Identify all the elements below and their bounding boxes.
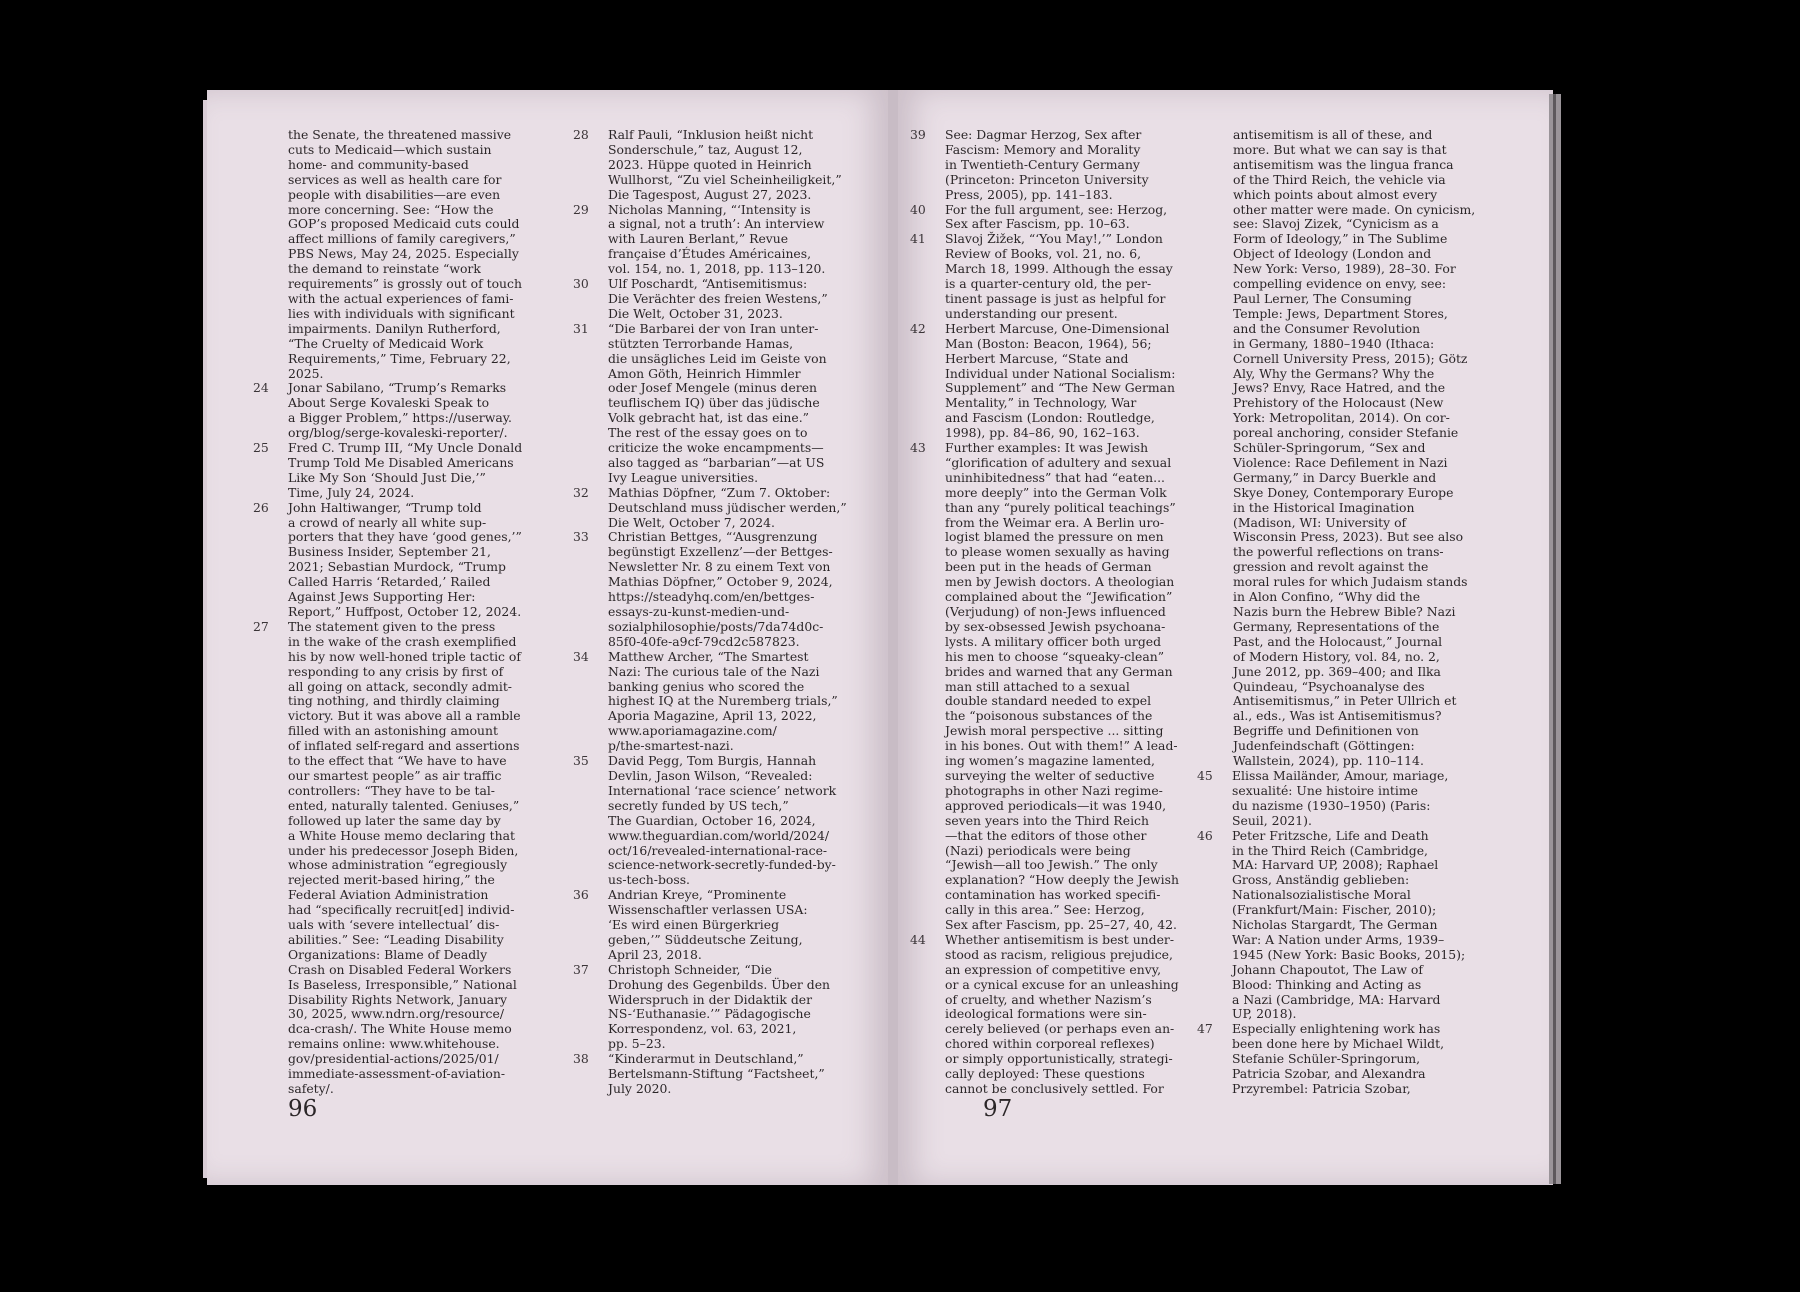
footnote-number: 40 [910, 201, 926, 217]
footnote-number: 46 [1197, 827, 1213, 843]
footnote-number: 45 [1197, 767, 1213, 783]
footnote-number: 44 [910, 931, 926, 947]
footnote [910, 203, 1225, 233]
footnote-number: 35 [573, 753, 589, 769]
footnote [253, 441, 563, 501]
footnote-text: Slavoj Žižek, “‘You May!,’” London Review of Books, vol. 21, no. 6, March 18, 1999. Although the essay is a quarter-century old, the per- tinent passage is just as helpful for understanding our present. [945, 231, 1173, 321]
footnote-text: Andrian Kreye, “Prominente Wissenschaftler verlassen USA: ‘Es wird einen Bürgerkrieg geben,’” Süddeutsche Zeitung, April 23, 2018. [608, 887, 808, 962]
footnote-text: Elissa Mailänder, Amour, mariage, sexualité: Une histoire intime du nazisme (1930–1950) (Paris: Seuil, 2021). [1232, 767, 1449, 828]
footnote [573, 277, 858, 322]
footnote [253, 381, 563, 441]
footnote-number: 32 [573, 484, 589, 500]
footnote-text: Mathias Döpfner, “Zum 7. Oktober: Deutschland muss jüdischer werden,” Die Welt, October 7, 2024. [608, 484, 847, 530]
footnote [910, 441, 1225, 933]
right-page-edge-shadow [1553, 94, 1556, 1184]
footnote-text: For the full argument, see: Herzog, Sex after Fascism, pp. 10–63. [945, 201, 1168, 232]
footnote [253, 501, 563, 620]
footnote-text: “Die Barbarei der von Iran unter- stützten Terrorbande Hamas, die unsägliches Leid im Geiste von Amon Göth, Heinrich Himmler oder Josef Mengele (minus deren teuflischem IQ) über das jüdische Volk gebracht hat, ist das eine.” The rest of the essay goes on to criticize the woke encampments— also tagged as “barbarian”—at US Ivy League universities. [608, 320, 827, 485]
footnote-number: 43 [910, 440, 926, 456]
footnote-text: Matthew Archer, “The Smartest Nazi: The curious tale of the Nazi banking genius who scored the highest IQ at the Nuremberg trials,” Aporia Magazine, April 13, 2022, www.aporiamagazine.com/ p/the-smartest-nazi. [608, 648, 838, 754]
footnote-number: 34 [573, 648, 589, 664]
left-column-1 [253, 127, 563, 1097]
footnote-list [910, 127, 1225, 1097]
footnote-list [253, 380, 563, 1097]
footnote-text: Jonar Sabilano, “Trump’s Remarks About Serge Kovaleski Speak to a Bigger Problem,” https://userway. org/blog/serge-kovaleski-reporter/. [288, 380, 512, 441]
footnote-list [1197, 767, 1513, 1097]
footnote [573, 888, 858, 963]
footnote [573, 486, 858, 531]
footnote-number: 28 [573, 127, 589, 142]
page-number: 97 [983, 1096, 1013, 1122]
footnote-number: 37 [573, 961, 589, 977]
footnote-text: Whether antisemitism is best under- stood as racism, religious prejudice, an expression of competitive envy, or a cynical excuse for an unleashing of cruelty, and whether Nazism’s ideological formations were sin- cerely believed (or perhaps even an- chored within corporeal reflexes) or simply opportunistically, strategi- cally deployed: These questions cannot be conclusively settled. For [945, 931, 1179, 1096]
footnote-number: 29 [573, 201, 589, 217]
footnote-text: Herbert Marcuse, One-Dimensional Man (Boston: Beacon, 1964), 56; Herbert Marcuse, “State and Individual under National Socialism: Supplement” and “The New German Mentality,” in Technology, War and Fascism (London: Routledge, 1998), pp. 84–86, 90, 162–163. [945, 320, 1176, 441]
footnote-text: Peter Fritzsche, Life and Death in the Third Reich (Cambridge, MA: Harvard UP, 2008); Raphael Gross, Anständig geblieben: Nationalsozialistische Moral (Frankfurt/Main: Fischer, 2010); Nicholas Stargardt, The German War: A Nation under Arms, 1939– 1945 (New York: Basic Books, 2015); Johann Chapoutot, The Law of Blood: Thinking and Acting as a Nazi (Cambridge, MA: Harvard UP, 2018). [1232, 827, 1466, 1022]
footnote-number: 30 [573, 276, 589, 292]
note-continuation: the Senate, the threatened massive cuts to Medicaid—which sustain home- and community-based services as well as health care for people with disabilities—are even more concerning. See: “How the GOP’s proposed Medicaid cuts could affect millions of family caregivers,” PBS News, May 24, 2025. Especially the demand to reinstate “work requirements” is grossly out of touch with the actual experiences of fami- lies with individuals with significant impairments. Danilyn Rutherford, “The Cruelty of Medicaid Work Requirements,” Time, February 22, 2025. [288, 127, 522, 381]
footnote [573, 322, 858, 486]
footnote-list [573, 128, 858, 1097]
book-gutter [888, 90, 898, 1185]
footnote [1197, 769, 1513, 829]
footnote-number: 26 [253, 499, 269, 515]
footnote [573, 754, 858, 888]
footnote-text: Further examples: It was Jewish “glorification of adultery and sexual uninhibitedness” that had “eaten... more deeply” into the German Volk than any “purely political teachings” from the Weimar era. A Berlin uro- logist blamed the pressure on men to please women sexually as having been put in the heads of German men by Jewish doctors. A theologian complained about the “Jewification” (Verjudung) of non-Jews influenced by sex-obsessed Jewish psychoana- lysts. A military officer both urged his men to choose “squeaky-clean” brides and warned that any German man still attached to a sexual double standard needed to expel the “poisonous substances of the Jewish moral perspective ... sitting in his bones. Out with them!” A lead- ing women’s magazine lamented, surveying the welter of seductive photographs in other Nazi regime- approved periodicals—it was 1940, seven years into the Third Reich —that the editors of those other (Nazi) periodicals were being “Jewish—all too Jewish.” The only explanation? “How deeply the Jewish contamination has worked specifi- cally in this area.” See: Herzog, Sex after Fascism, pp. 25–27, 40, 42. [945, 440, 1179, 933]
footnote [910, 322, 1225, 441]
footnote-text: Especially enlightening work has been done here by Michael Wildt, Stefanie Schüler-Springorum, Patricia Szobar, and Alexandra Przyrembel: Patricia Szobar, [1232, 1021, 1445, 1096]
footnote [910, 232, 1225, 321]
footnote [1197, 829, 1513, 1023]
footnote-text: “Kinderarmut in Deutschland,” Bertelsmann-Stiftung “Factsheet,” July 2020. [608, 1051, 825, 1096]
footnote [573, 530, 858, 649]
footnote-number: 31 [573, 320, 589, 336]
footnote-number: 42 [910, 320, 926, 336]
footnote [253, 620, 563, 1097]
page-number: 96 [288, 1096, 318, 1122]
footnote-number: 24 [253, 380, 269, 396]
footnote-text: Nicholas Manning, “‘Intensity is a signal, not a truth’: An interview with Lauren Berlant,” Revue française d’Études Américaines, vol. 154, no. 1, 2018, pp. 113–120. [608, 201, 826, 277]
footnote [573, 203, 858, 278]
footnote-number: 36 [573, 887, 589, 903]
right-column-1 [910, 127, 1225, 1097]
footnote-number: 39 [910, 127, 926, 142]
footnote [910, 128, 1225, 203]
left-column-2 [573, 128, 858, 1097]
note-continuation: antisemitism is all of these, and more. But what we can say is that antisemitism was the lingua franca of the Third Reich, the vehicle via which points about almost every other matter were made. On cynicism, see: Slavoj Zizek, “Cynicism as a Form of Ideology,” in The Sublime Object of Ideology (London and New York: Verso, 1989), 28–30. For compelling evidence on envy, see: Paul Lerner, The Consuming Temple: Jews, Department Stores, and the Consumer Revolution in Germany, 1880–1940 (Ithaca: Cornell University Press, 2015); Götz Aly, Why the Germans? Why the Jews? Envy, Race Hatred, and the Prehistory of the Holocaust (New York: Metropolitan, 2014). On cor- poreal anchoring, consider Stefanie Schüler-Springorum, “Sex and Violence: Race Defilement in Nazi Germany,” in Darcy Buerkle and Skye Doney, Contemporary Europe in the Historical Imagination (Madison, WI: University of Wisconsin Press, 2023). But see also the powerful reflections on trans- gression and revolt against the moral rules for which Judaism stands in Alon Confino, “Why did the Nazis burn the Hebrew Bible? Nazi Germany, Representations of the Past, and the Holocaust,” Journal of Modern History, vol. 84, no. 2, June 2012, pp. 369–400; and Ilka Quindeau, “Psychoanalyse des Antisemitismus,” in Peter Ullrich et al., eds., Was ist Antisemitismus? Begriffe und Definitionen von Judenfeindschaft (Göttingen: Wallstein, 2024), pp. 110–114. [1233, 127, 1476, 769]
footnote-text: Fred C. Trump III, “My Uncle Donald Trump Told Me Disabled Americans Like My Son ‘Should Just Die,’” Time, July 24, 2024. [288, 440, 523, 500]
footnote [573, 1052, 858, 1097]
footnote [573, 650, 858, 754]
footnote-number: 25 [253, 440, 269, 456]
right-column-2 [1197, 127, 1513, 1097]
footnote-number: 38 [573, 1051, 589, 1067]
footnote [573, 963, 858, 1052]
footnote-text: David Pegg, Tom Burgis, Hannah Devlin, Jason Wilson, “Revealed: International ‘race science’ network secretly funded by US tech,” The Guardian, October 16, 2024, www.theguardian.com/world/2024/ oct/16/revealed-international-race- science-network-secretly-funded-by- us-tech-boss. [608, 753, 837, 888]
footnote-text: See: Dagmar Herzog, Sex after Fascism: Memory and Morality in Twentieth-Century Germany (Princeton: Princeton University Press, 2005), pp. 141–183. [945, 127, 1149, 202]
footnote-number: 41 [910, 231, 926, 247]
footnote [910, 933, 1225, 1097]
footnote [1197, 1022, 1513, 1097]
footnote-number: 33 [573, 529, 589, 545]
footnote-text: The statement given to the press in the wake of the crash exemplified his by now well-honed triple tactic of responding to any crisis by first of all going on attack, secondly admit- ting nothing, and thirdly claiming victory. But it was above all a ramble filled with an astonishing amount of inflated self-regard and assertions to the effect that “We have to have our smartest people” as air traffic controllers: “They have to be tal- ented, naturally talented. Geniuses,” followed up later the same day by a White House memo declaring that under his predecessor Joseph Biden, whose administration “egregiously rejected merit-based hiring,” the Federal Aviation Administration had “specifically recruit[ed] individ- uals with ‘severe intellectual’ dis- abilities.” See: “Leading Disability Organizations: Blame of Deadly Crash on Disabled Federal Workers Is Baseless, Irresponsible,” National Disability Rights Network, January 30, 2025, www.ndrn.org/resource/ dca-crash/. The White House memo remains online: www.whitehouse. gov/presidential-actions/2025/01/ immediate-assessment-of-aviation- safety/. [288, 618, 521, 1096]
footnote-number: 47 [1197, 1021, 1213, 1037]
footnote-text: Christoph Schneider, “Die Drohung des Gegenbilds. Über den Widerspruch in der Didaktik der NS-‘Euthanasie.’” Pädagogische Korrespondenz, vol. 63, 2021, pp. 5–23. [608, 961, 831, 1052]
footnote-text: Christian Bettges, “‘Ausgrenzung begünstigt Exzellenz’—der Bettges- Newsletter Nr. 8 zu einem Text von Mathias Döpfner,” October 9, 2024, https://steadyhq.com/en/bettges- essays-zu-kunst-medien-und- sozialphilosophie/posts/7da74d0c- 85f0-40fe-a9cf-79cd2c587823. [608, 529, 833, 649]
footnote-text: Ulf Poschardt, “Antisemitismus: Die Verächter des freien Westens,” Die Welt, October 31, 2023. [608, 276, 828, 321]
footnote [573, 128, 858, 203]
footnote-number: 27 [253, 618, 269, 634]
footnote-text: Ralf Pauli, “Inklusion heißt nicht Sonderschule,” taz, August 12, 2023. Hüppe quoted in Heinrich Wullhorst, “Zu viel Scheinheiligkeit,” Die Tagespost, August 27, 2023. [608, 127, 842, 202]
footnote-text: John Haltiwanger, “Trump told a crowd of nearly all white sup- porters that they have ‘good genes,’” Business Insider, September 21, 2021; Sebastian Murdock, “Trump Called Harris ‘Retarded,’ Railed Against Jews Supporting Her: Report,” Huffpost, October 12, 2024. [288, 499, 522, 619]
